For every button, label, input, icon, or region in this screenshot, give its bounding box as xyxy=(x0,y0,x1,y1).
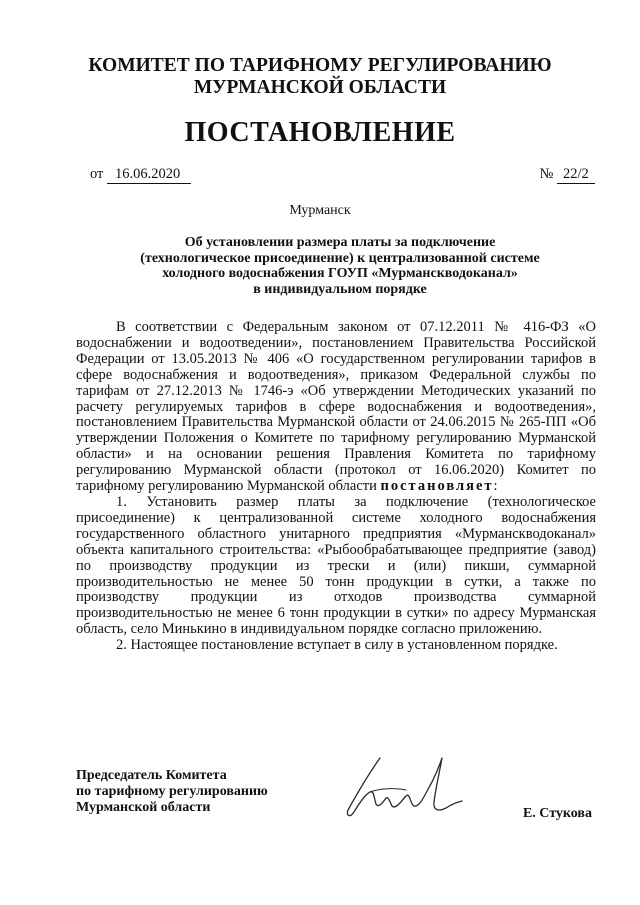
organization-line-2: МУРМАНСКОЙ ОБЛАСТИ xyxy=(193,77,447,98)
item-1-paragraph: 1. Установить размер платы за подключение (технологическое присоединение) к централизованной системе холодного водоснабжения государственного областного унитарного предприятия «Мурманскводоканал» объекта капитального строительства: «Рыбообрабатывающее предприятие (завод) по производству продукции из трески и (или) пикши, суммарной производительностью не менее 50 тонн продукции в сутки, а также по производству продукции из отходов производства суммарной производительностью не менее 6 тонн продукции в сутки» по адресу Мурманская область, село Минькино в индивидуальном порядке согласно приложению. xyxy=(76,493,596,638)
number-value: 22/2 xyxy=(557,166,595,184)
preamble-text: В соответствии с Федеральным законом от 07.12.2011 № 416-ФЗ «О водоснабжении и водоотведении», постановлением Правительства Российской Федерации от 13.05.2013 № 406 «О государственном регулировании тарифов в сфере водоснабжения и водоотведения», приказом Федеральной службы по тарифам от 27.12.2013 № 1746-э «Об утверждении Методических указаний по расчету регулируемых тарифов в сфере водоснабжения и водоотведения», постановлением Правительства Мурманской области от 24.06.2015 № 265-ПП «Об утверждении Положения о Комитете по тарифному регулированию Мурманской области» и на основании решения Правления Комитета по тарифному регулированию Мурманской области (протокол от 16.06.2020) Комитет по тарифному регулированию Мурманской области xyxy=(76,319,596,495)
subject-line-4: в индивидуальном порядке xyxy=(253,281,427,297)
resolves-colon: : xyxy=(493,478,498,495)
position-line-2: по тарифному регулированию xyxy=(76,784,268,799)
document-date xyxy=(90,166,191,184)
document-type-title: ПОСТАНОВЛЕНИЕ xyxy=(184,117,456,148)
item-2-paragraph: 2. Настоящее постановление вступает в силу в установленном порядке. xyxy=(116,637,558,654)
position-line-1: Председатель Комитета xyxy=(76,768,227,783)
handwritten-signature xyxy=(340,752,465,824)
document-body xyxy=(76,320,596,654)
subject-line-1: Об установлении размера платы за подключение xyxy=(184,235,496,250)
date-prefix: от xyxy=(90,166,104,182)
date-value: 16.06.2020 xyxy=(107,166,191,184)
subject-line-2: (технологическое присоединение) к централизованной системе xyxy=(140,250,540,266)
number-prefix: № xyxy=(539,166,554,182)
city: Мурманск xyxy=(289,203,351,218)
document-subject xyxy=(100,235,580,297)
resolves-word: постановляет xyxy=(380,478,494,495)
preamble-paragraph xyxy=(76,320,596,495)
signatory-name: Е. Стукова xyxy=(522,806,592,821)
signatory-position xyxy=(76,768,268,816)
document-number xyxy=(540,166,595,184)
organization-name xyxy=(60,55,580,99)
position-line-3: Мурманской области xyxy=(76,800,211,815)
subject-line-3: холодного водоснабжения ГОУП «Мурманскводоканал» xyxy=(162,266,518,281)
organization-line-1: КОМИТЕТ ПО ТАРИФНОМУ РЕГУЛИРОВАНИЮ xyxy=(88,55,552,76)
